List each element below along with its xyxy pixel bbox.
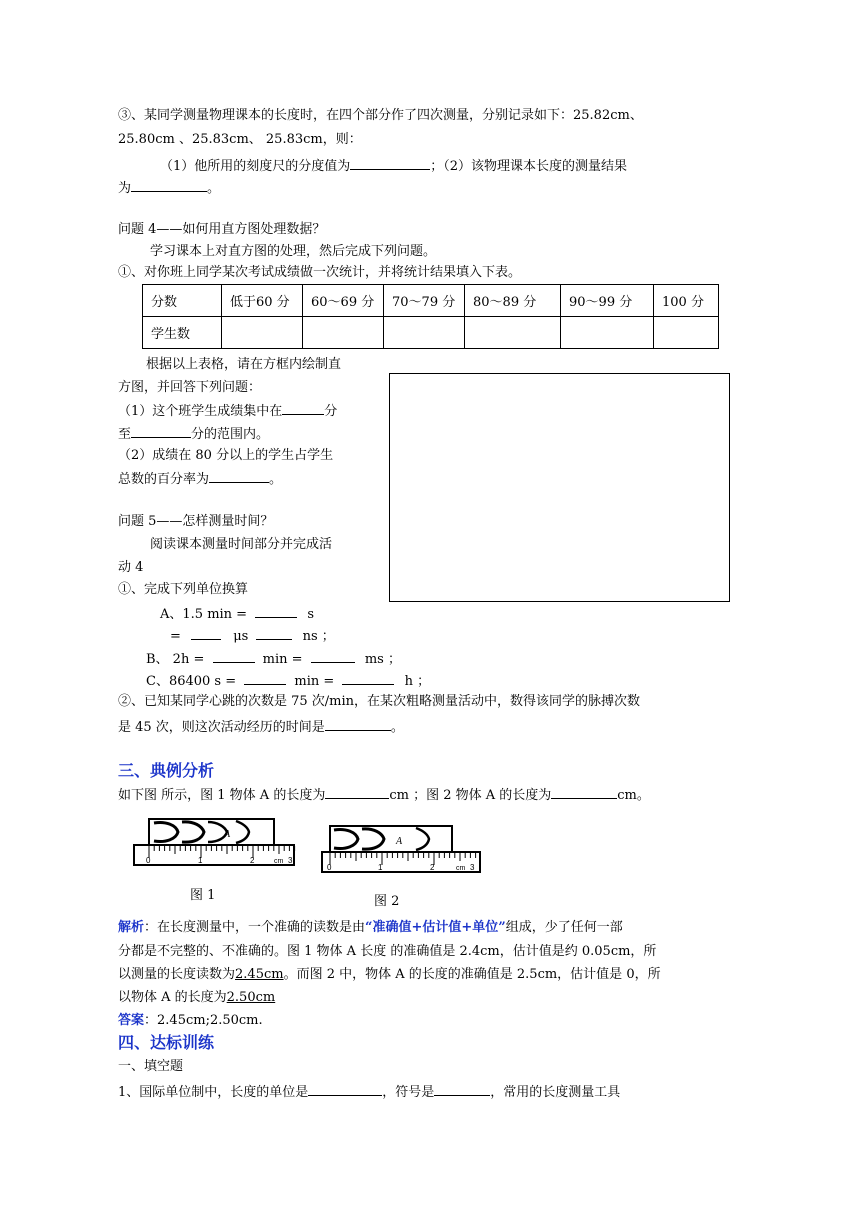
item2-text: 是 45 次，则这次活动经历的时间是 (118, 720, 325, 735)
item2-period: 。 (390, 720, 404, 735)
count-cell[interactable] (384, 317, 465, 349)
problem5-item1: ①、完成下列单位换算 (118, 582, 249, 597)
q3-for-text: 为 (118, 181, 132, 196)
header-cell: 低于60 分 (222, 285, 303, 317)
figure-1-ruler (132, 815, 297, 875)
sec4-blank-symbol[interactable] (434, 1081, 490, 1096)
conv-a-line1 (160, 603, 314, 625)
analysis-line2: 分都是不完整的、不准确的。图 1 物体 A 长度 的准确值是 2.4cm，估计值是约 0.05cm，所 (118, 944, 657, 959)
q2-text: 总数的百分率为 (118, 472, 210, 487)
tick-label-0: 0 (327, 863, 332, 872)
conv-a-blank-us[interactable] (191, 625, 221, 640)
conv-b-blank-min[interactable] (213, 648, 255, 663)
problem4-item1: ①、对你班上同学某次考试成绩做一次统计，并将统计结果填入下表。 (118, 265, 522, 280)
sec4-q1-a: 1、国际单位制中，长度的单位是 (118, 1085, 309, 1100)
tick-label-3: 3 (470, 863, 475, 872)
figure-2-caption: 图 2 (374, 894, 400, 909)
conv-b-unit-min: min = (262, 652, 303, 667)
problem4-q1-line1 (118, 400, 337, 422)
q1-fen: 分 (324, 404, 338, 419)
conv-a-line2 (170, 625, 335, 647)
problem4-title: 问题 4——如何用直方图处理数据？ (118, 222, 326, 237)
analysis-4a: 以物体 A 的长度为 (118, 990, 227, 1005)
conv-b-label: B、 2h = (146, 652, 205, 667)
conv-c-blank-min[interactable] (244, 670, 286, 685)
answer-label: 答案 (118, 1013, 145, 1028)
sec4-blank-unit[interactable] (308, 1081, 382, 1096)
q1-text: （1）这个班学生成绩集中在 (118, 404, 283, 419)
answer-line (118, 1011, 263, 1031)
tick-label-2: 2 (250, 856, 255, 865)
conv-c-unit-h: h ； (404, 674, 431, 689)
section3-question (118, 784, 650, 806)
analysis-line1 (118, 918, 623, 938)
q1-blank-low[interactable] (282, 400, 324, 415)
problem5-item2-line1: ②、已知某同学心跳的次数是 75 次/min，在某次粗略测量活动中，数得该同学的脉搏次数 (118, 694, 641, 709)
analysis-3-value: 2.45cm (235, 967, 284, 982)
header-cell: 分数 (143, 285, 222, 317)
problem4-q1-line2 (118, 423, 269, 445)
conv-b-blank-ms[interactable] (311, 648, 355, 663)
count-cell[interactable] (465, 317, 561, 349)
score-count-row (143, 317, 719, 349)
answer-text: ：2.45cm;2.50cm. (144, 1013, 263, 1028)
figure-2-ruler (320, 822, 485, 882)
q1-to: 至 (118, 427, 132, 442)
analysis-line4 (118, 988, 275, 1008)
conv-c-unit-min: min = (294, 674, 335, 689)
histogram-drawing-box[interactable] (389, 373, 730, 602)
section4-q1 (118, 1081, 620, 1103)
sec3-blank-fig2[interactable] (551, 784, 617, 799)
tick-label-0: 0 (146, 856, 151, 865)
tick-label-cm: cm (274, 858, 284, 865)
row-label: 学生数 (143, 317, 222, 349)
sec4-q1-c: ，常用的长度测量工具 (490, 1085, 621, 1100)
problem5-intro1: 阅读课本测量时间部分并完成活 (150, 537, 333, 552)
tick-label-cm: cm (456, 865, 466, 872)
q3-line1: ③、某同学测量物理课本的长度时，在四个部分作了四次测量，分别记录如下：25.82cm、 (118, 108, 643, 123)
q3-blank-result[interactable] (131, 177, 207, 192)
problem5-item2-line2 (118, 716, 404, 738)
conv-c-line (146, 670, 430, 692)
q3-blank-division[interactable] (350, 155, 430, 170)
q3-period: 。 (207, 181, 221, 196)
conv-a-unit-us: μs (233, 629, 249, 644)
q1-blank-high[interactable] (131, 423, 191, 438)
count-cell[interactable] (222, 317, 303, 349)
tick-label-2: 2 (430, 863, 435, 872)
q2-blank-percent[interactable] (209, 468, 269, 483)
conv-b-unit-ms: ms ； (364, 652, 401, 667)
section4-sub: 一、填空题 (118, 1059, 184, 1074)
q3-line3 (160, 155, 627, 177)
header-cell: 60～69 分 (303, 285, 384, 317)
item2-blank-time[interactable] (325, 716, 391, 731)
figure-1-caption: 图 1 (190, 888, 216, 903)
header-cell: 100 分 (654, 285, 719, 317)
q2-period: 。 (269, 472, 283, 487)
analysis-3c: 。而图 2 中，物体 A 的长度的准确值是 2.5cm，估计值是 0，所 (283, 967, 661, 982)
header-cell: 90～99 分 (561, 285, 654, 317)
count-cell[interactable] (303, 317, 384, 349)
conv-a-eq: = (170, 629, 181, 644)
count-cell[interactable] (654, 317, 719, 349)
object-label: A (224, 829, 231, 840)
sec4-q1-b: ，符号是 (382, 1085, 435, 1100)
header-cell: 80～89 分 (465, 285, 561, 317)
tick-label-3: 3 (288, 856, 293, 865)
count-cell[interactable] (561, 317, 654, 349)
conv-a-unit-ns: ns ； (302, 629, 335, 644)
problem4-intro: 学习课本上对直方图的处理，然后完成下列问题。 (150, 244, 437, 259)
q3-line2: 25.80cm 、25.83cm、 25.83cm，则： (118, 132, 362, 147)
tick-label-1: 1 (378, 863, 383, 872)
analysis-formula: “准确值+估计值+单位” (365, 920, 506, 935)
q3-q2-text: ；（2）该物理课本长度的测量结果 (430, 159, 628, 174)
object-label: A (396, 836, 403, 847)
q3-line4 (118, 177, 220, 199)
analysis-line3 (118, 965, 661, 985)
problem4-after2: 方图，并回答下列问题： (118, 380, 262, 395)
conv-a-unit-s: s (307, 607, 315, 622)
conv-c-blank-h[interactable] (342, 670, 394, 685)
section3-title: 三、典例分析 (118, 761, 215, 780)
q3-q1-text: （1）他所用的刻度尺的分度值为 (160, 159, 351, 174)
analysis-label: 解析 (118, 920, 145, 935)
problem4-q2-line1: （2）成绩在 80 分以上的学生占学生 (118, 448, 334, 463)
problem5-title: 问题 5——怎样测量时间？ (118, 514, 274, 529)
section4-title: 四、达标训练 (118, 1033, 215, 1052)
score-table (142, 284, 719, 349)
problem4-after1: 根据以上表格，请在方框内绘制直 (146, 357, 342, 372)
sec3-blank-fig1[interactable] (325, 784, 389, 799)
conv-a-blank-ns[interactable] (256, 625, 292, 640)
q1-range-text: 分的范围内。 (191, 427, 270, 442)
conv-a-label: A、1.5 min = (160, 607, 248, 622)
analysis-1a: ：在长度测量中，一个准确的读数是由 (144, 920, 366, 935)
sec3-q-c: cm。 (617, 788, 650, 803)
tick-label-1: 1 (198, 856, 203, 865)
conv-b-line (146, 648, 401, 670)
sec3-q-a: 如下图 所示，图 1 物体 A 的长度为 (118, 788, 326, 803)
analysis-4-value: 2.50cm (226, 990, 276, 1005)
conv-a-blank-s[interactable] (255, 603, 297, 618)
analysis-1c: 组成，少了任何一部 (505, 920, 623, 935)
sec3-q-b: cm ；图 2 物体 A 的长度为 (389, 788, 552, 803)
header-cell: 70～79 分 (384, 285, 465, 317)
conv-c-label: C、86400 s = (146, 674, 237, 689)
problem4-q2-line2 (118, 468, 282, 490)
problem5-intro2: 动 4 (118, 560, 144, 575)
score-header-row (143, 285, 719, 317)
analysis-3a: 以测量的长度读数为 (118, 967, 236, 982)
